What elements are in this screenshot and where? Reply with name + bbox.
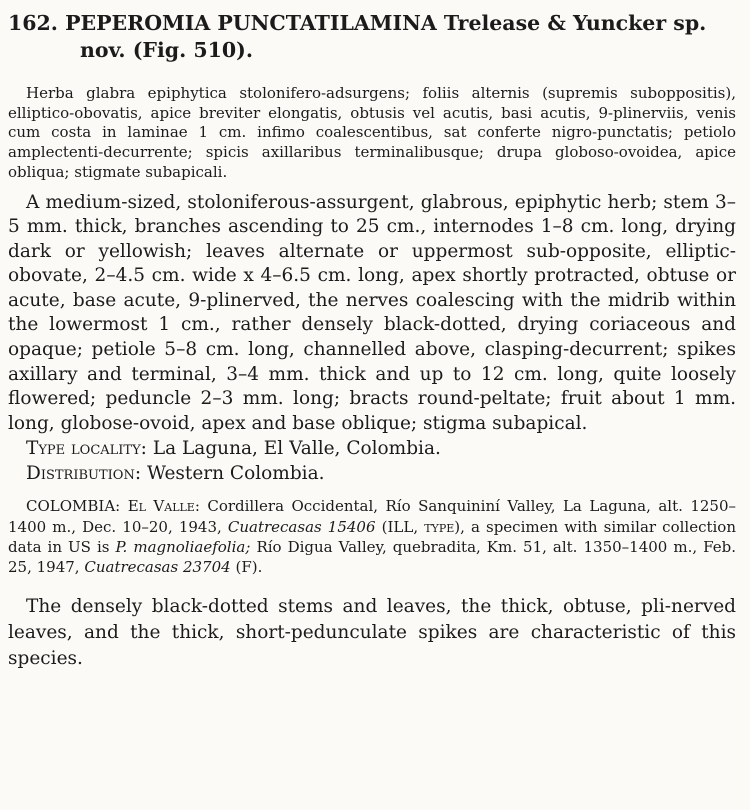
specimen-text-5: (F). — [235, 558, 263, 577]
type-locality-value: La Laguna, El Valle, Colombia. — [152, 438, 441, 460]
species-number: 162. — [8, 11, 58, 35]
distribution-label: Distribution: — [26, 463, 142, 485]
specimen-region: El Valle: — [127, 497, 200, 516]
species-description: A medium-sized, stoloniferous-assurgent, glabrous, epiphytic herb; stem 3–5 mm. thick, branches ascending to 25 cm., internodes 1–8 cm. long, drying dark or yellowish; leaves alternate or uppermost sub-opposite, elliptic-obovate, 2–4.5 cm. wide x 4–6.5 cm. long, apex shortly protracted, obtuse or acute, base acute, 9-plinerved, the nerves coalescing with the midrib within the lowermost 1 cm., rather densely black-dotted, drying coriaceous and opaque; petiole 5–8 cm. long, channelled above, clasping-decurrent; spikes axillary and terminal, 3–4 mm. thick and up to 12 cm. long, quite loosely flowered; peduncle 2–3 mm. long; bracts round-peltate; fruit about 1 mm. long, globose-ovoid, apex and base oblique; stigma subapical. — [8, 191, 736, 434]
species-authority: Trelease & Yuncker sp. — [443, 11, 707, 35]
specimen-text-3: ), a specimen with similar collection data in US is — [8, 517, 736, 557]
specimen-collector-1: Cuatrecasas 15406 — [227, 517, 376, 536]
specimen-text-4: Río Digua Valley, quebradita, Km. 51, alt. 1350–1400 m., Feb. 25, 1947, — [8, 538, 736, 577]
species-authority-continued: nov. (Fig. 510). — [80, 38, 253, 62]
latin-diagnosis: Herba glabra epiphytica stolonifero-adsurgens; foliis alternis (supremis suboppositis), elliptico-obovatis, apice breviter elongatis, obtusis vel acutis, basi acutis, 9-plinerviis, venis cum costa in laminae 1 cm. infimo coalescentibus, sat conferte nigro-punctatis; petiolo amplectenti-decurrente; spicis axillaribus terminalibusque; drupa globoso-ovoidea, apice obliqua; stigmate subapicali. — [8, 84, 736, 181]
specimens-examined — [8, 496, 736, 577]
distribution — [8, 461, 736, 486]
distribution-value: Western Colombia. — [146, 463, 325, 485]
type-locality — [8, 436, 736, 461]
type-locality-label: Type locality: — [26, 438, 147, 460]
specimen-country: COLOMBIA: — [26, 497, 121, 516]
specimen-text-2: (ILL, — [381, 517, 419, 536]
specimen-type-label: type — [424, 517, 455, 536]
species-notes: The densely black-dotted stems and leaves, the thick, obtuse, pli-nerved leaves, and the thick, short-pedunculate spikes are characteristic of this species. — [8, 595, 736, 669]
species-name: PEPEROMIA PUNCTATILAMINA — [65, 11, 437, 35]
specimen-species-reference: P. magnoliaefolia; — [115, 538, 251, 557]
specimen-text-1: Cordillera Occidental, Río Sanquininí Valley, La Laguna, alt. 1250–1400 m., Dec. 10–20, 1943, — [8, 497, 736, 536]
specimen-collector-2: Cuatrecasas 23704 — [84, 558, 231, 577]
species-heading — [8, 10, 736, 64]
